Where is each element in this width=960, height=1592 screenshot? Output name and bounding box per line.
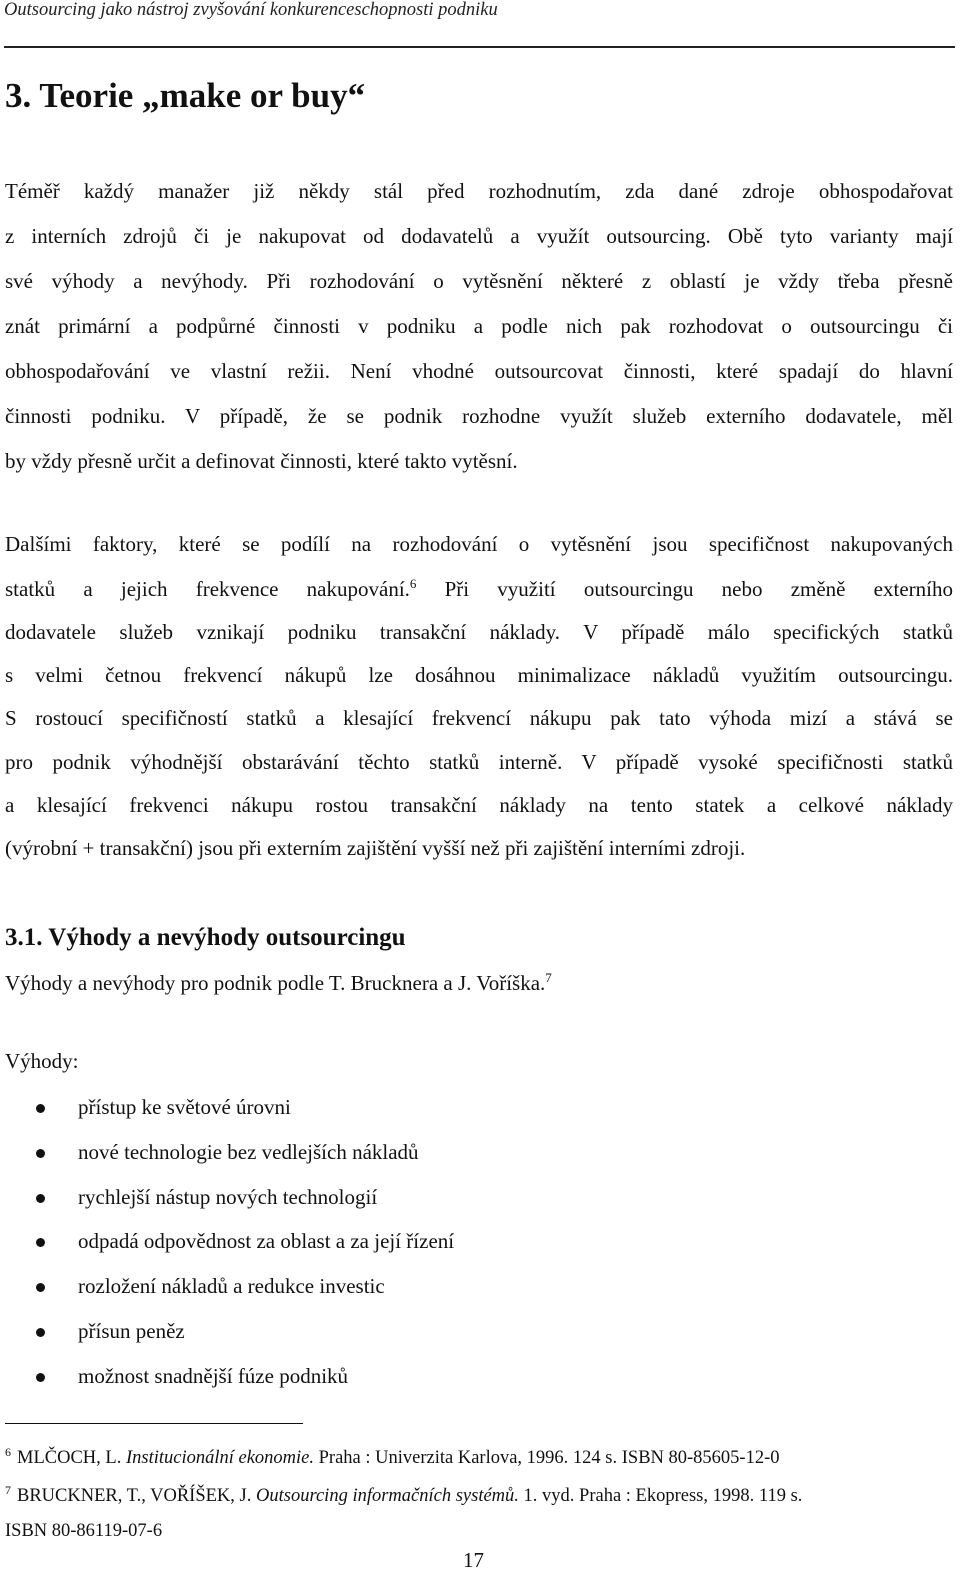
bullet-icon — [36, 1328, 45, 1337]
chapter-heading: 3. Teorie „make or buy“ — [5, 76, 366, 115]
bullet-icon — [36, 1194, 45, 1203]
footnote-rule — [5, 1423, 303, 1424]
paragraph1-line: činnosti podniku. V případě, že se podnik rozhodne využít služeb externího dodavatele, měl — [5, 404, 953, 428]
footnote-ref-7[interactable]: 7 — [545, 970, 552, 985]
footnote-7-isbn: ISBN 80-86119-07-6 — [5, 1521, 163, 1541]
paragraph2-line: Dalšími faktory, které se podílí na rozhodování o vytěsnění jsou specifičnost nakupovaných — [5, 532, 953, 556]
section-heading: 3.1. Výhody a nevýhody outsourcingu — [5, 924, 406, 951]
paragraph2-line: s velmi četnou frekvencí nákupů lze dosáhnou minimalizace nákladů využitím outsourcingu. — [5, 663, 953, 687]
footnote-rest: Praha : Univerzita Karlova, 1996. 124 s. ISBN 80-85605-12-0 — [314, 1448, 780, 1468]
footnote-number: 6 — [5, 1444, 11, 1459]
footnote-7 — [5, 1482, 803, 1507]
running-header: Outsourcing jako nástroj zvyšování konkurenceschopnosti podniku — [4, 0, 498, 20]
paragraph1-line: by vždy přesně určit a definovat činnosti, které takto vytěsní. — [5, 449, 518, 473]
footnote-author: MLČOCH, L. — [17, 1448, 126, 1468]
list-item-text: možnost snadnější fúze podniků — [78, 1364, 349, 1388]
footnote-rest: 1. vyd. Praha : Ekopress, 1998. 119 s. — [518, 1486, 803, 1506]
paragraph1-line: z interních zdrojů či je nakupovat od dodavatelů a využít outsourcing. Obě tyto varianty mají — [5, 224, 953, 248]
paragraph1-line: Téměř každý manažer již někdy stál před rozhodnutím, zda dané zdroje obhospodařovat — [5, 179, 953, 203]
bullet-icon — [36, 1238, 45, 1247]
paragraph2-line: (výrobní + transakční) jsou při externím zajištění vyšší než při zajištění interními zdroji. — [5, 836, 746, 860]
bullet-icon — [36, 1149, 45, 1158]
list-item-text: odpadá odpovědnost za oblast a za její řízení — [78, 1229, 455, 1253]
footnote-ref-6[interactable]: 6 — [409, 576, 417, 591]
page-number: 17 — [463, 1548, 484, 1572]
list-item-text: rozložení nákladů a redukce investic — [78, 1274, 385, 1298]
footnote-number: 7 — [5, 1482, 11, 1497]
section-intro-text: Výhody a nevýhody pro podnik podle T. Brucknera a J. Voříška. — [5, 971, 546, 995]
bullet-icon — [36, 1283, 45, 1292]
bullet-icon — [36, 1373, 45, 1382]
paragraph2-line: pro podnik výhodnější obstarávání těchto statků interně. V případě vysoké specifičnosti statků — [5, 750, 953, 774]
paragraph2-line: a klesající frekvenci nákupu rostou transakční náklady na tento statek a celkové náklady — [5, 793, 953, 817]
paragraph2-text: statků a jejich frekvence nakupování. — [5, 577, 410, 601]
footnote-6 — [5, 1444, 780, 1469]
paragraph1-line: své výhody a nevýhody. Při rozhodování o vytěsnění některé z oblastí je vždy třeba přesně — [5, 269, 953, 293]
paragraph1-line: znát primární a podpůrné činnosti v podniku a podle nich pak rozhodovat o outsourcingu či — [5, 314, 953, 338]
header-rule — [4, 46, 955, 48]
section-intro — [5, 970, 552, 995]
list-item-text: nové technologie bez vedlejších nákladů — [78, 1140, 419, 1164]
list-item-text: rychlejší nástup nových technologií — [78, 1185, 378, 1209]
footnote-author: BRUCKNER, T., VOŘÍŠEK, J. — [17, 1486, 256, 1506]
paragraph2-line — [5, 576, 953, 601]
list-item-text: přísun peněz — [78, 1319, 185, 1343]
paragraph1-line: obhospodařování ve vlastní režii. Není vhodné outsourcovat činnosti, které spadají do hlavní — [5, 359, 953, 383]
advantages-label: Výhody: — [5, 1049, 79, 1073]
paragraph2-line: dodavatele služeb vznikají podniku transakční náklady. V případě málo specifických statků — [5, 620, 953, 644]
paragraph2-text: Při využití outsourcingu nebo změně externího — [416, 577, 953, 601]
paragraph2-line: S rostoucí specifičností statků a klesající frekvencí nákupu pak tato výhoda mizí a stává se — [5, 706, 953, 730]
list-item-text: přístup ke světové úrovni — [78, 1095, 291, 1119]
footnote-title: Outsourcing informačních systémů. — [256, 1486, 519, 1506]
footnote-title: Institucionální ekonomie. — [125, 1448, 314, 1468]
bullet-icon — [36, 1104, 45, 1113]
